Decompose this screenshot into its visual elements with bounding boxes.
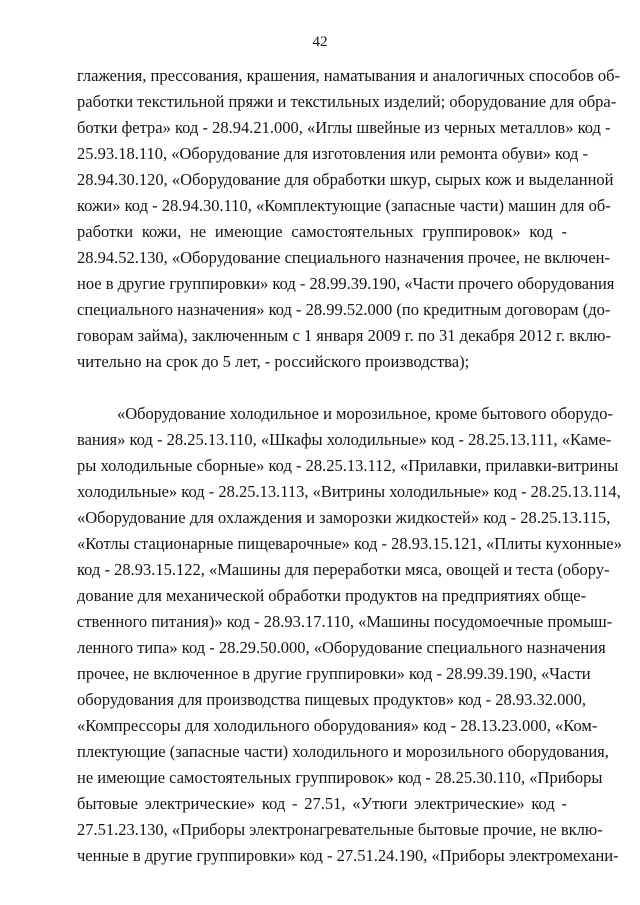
page-number: 42 — [312, 34, 328, 50]
text-line: кожи» код - 28.94.30.110, «Комплектующие (запасные части) машин для об- — [77, 196, 611, 215]
text-line: ственного питания)» код - 28.93.17.110, «Машины посудомоечные промыш- — [77, 612, 613, 631]
text-line: говорам займа), заключенным с 1 января 2009 г. по 31 декабря 2012 г. вклю- — [77, 326, 611, 345]
text-line: «Компрессоры для холодильного оборудования» код - 28.13.23.000, «Ком- — [77, 716, 598, 735]
text-line: не имеющие самостоятельных группировок» код - 28.25.30.110, «Приборы — [77, 768, 603, 787]
text-line: ры холодильные сборные» код - 28.25.13.112, «Прилавки, прилавки-витрины — [77, 456, 619, 475]
document-body — [77, 63, 622, 869]
text-line: 27.51.23.130, «Приборы электронагревательные бытовые прочие, не вклю- — [77, 820, 603, 839]
text-line: ченные в другие группировки» код - 27.51.24.190, «Приборы электромехани- — [77, 846, 619, 865]
paragraph-spacer — [77, 375, 567, 401]
text-line: ное в другие группировки» код - 28.99.39.190, «Части прочего оборудования — [77, 274, 615, 293]
text-line: холодильные» код - 28.25.13.113, «Витрины холодильные» код - 28.25.13.114, — [77, 482, 621, 501]
text-line: ботки фетра» код - 28.94.21.000, «Иглы швейные из черных металлов» код - — [77, 118, 611, 137]
text-line: оборудования для производства пищевых продуктов» код - 28.93.32.000, — [77, 690, 586, 709]
text-line: 28.94.52.130, «Оборудование специального назначения прочее, не включен- — [77, 248, 610, 267]
paragraph-1 — [77, 63, 621, 375]
text-line: «Оборудование холодильное и морозильное, кроме бытового оборудо- — [117, 404, 613, 423]
paragraph-2 — [77, 401, 622, 869]
text-line: работки кожи, не имеющие самостоятельных группировок» код - — [77, 222, 567, 241]
text-line: 28.94.30.120, «Оборудование для обработки шкур, сырых кож и выделанной — [77, 170, 614, 189]
text-line: код - 28.93.15.122, «Машины для переработки мяса, овощей и теста (обору- — [77, 560, 610, 579]
text-line: прочее, не включенное в другие группировки» код - 28.99.39.190, «Части — [77, 664, 591, 683]
text-line: «Оборудование для охлаждения и заморозки жидкостей» код - 28.25.13.115, — [77, 508, 611, 527]
text-line: 25.93.18.110, «Оборудование для изготовления или ремонта обуви» код - — [77, 144, 589, 163]
text-line: плектующие (запасные части) холодильного и морозильного оборудования, — [77, 742, 609, 761]
text-line: специального назначения» код - 28.99.52.000 (по кредитным договорам (до- — [77, 300, 611, 319]
text-line: работки текстильной пряжи и текстильных изделий; оборудование для обра- — [77, 92, 617, 111]
text-line: бытовые электрические» код - 27.51, «Утюги электрические» код - — [77, 794, 567, 813]
text-line: вания» код - 28.25.13.110, «Шкафы холодильные» код - 28.25.13.111, «Каме- — [77, 430, 612, 449]
text-line: ленного типа» код - 28.29.50.000, «Оборудование специального назначения — [77, 638, 606, 657]
text-line: «Котлы стационарные пищеварочные» код - 28.93.15.121, «Плиты кухонные» — [77, 534, 622, 553]
text-line: дование для механической обработки продуктов на предприятиях обще- — [77, 586, 587, 605]
text-line: чительно на срок до 5 лет, - российского производства); — [77, 352, 470, 371]
text-line: глажения, прессования, крашения, наматывания и аналогичных способов об- — [77, 66, 621, 85]
